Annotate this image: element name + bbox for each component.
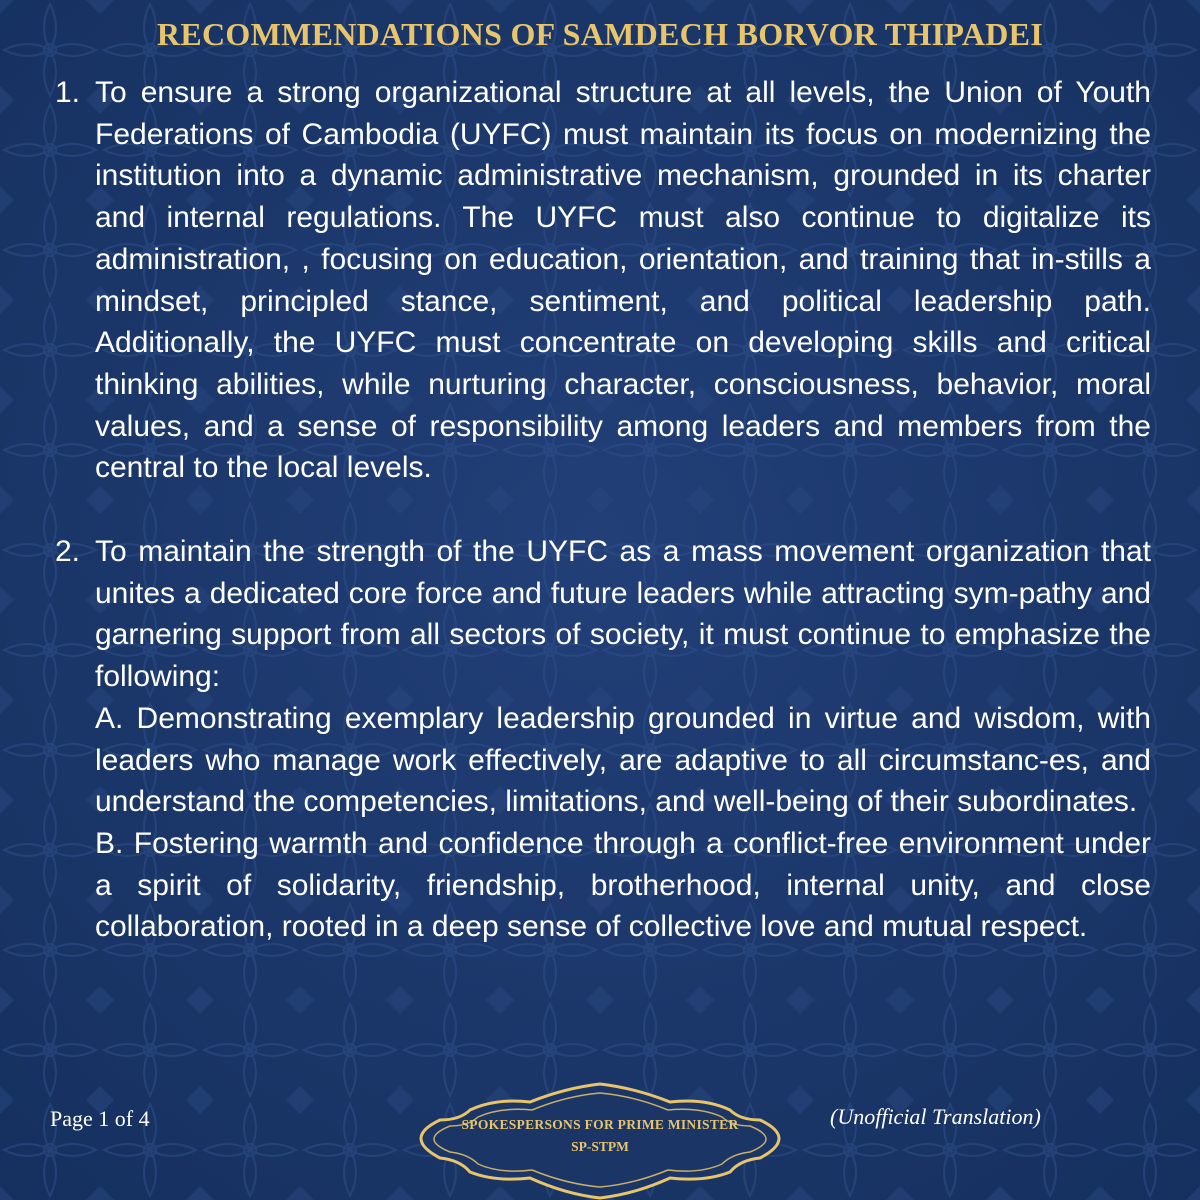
page-title: RECOMMENDATIONS OF SAMDECH BORVOR THIPADEI	[156, 16, 1044, 52]
recommendation-item-2	[55, 531, 1151, 948]
item-paragraph: To maintain the strength of the UYFC as a mass movement organization that unites a dedicated core force and future leaders while attracting sym-pathy and garnering support from all sectors of society, it must continue to emphasize the following:	[95, 535, 1151, 694]
page-number: Page 1 of 4	[50, 1106, 150, 1131]
item-number: 2.	[55, 535, 81, 568]
recommendation-item-1	[55, 72, 1151, 489]
emblem-abbreviation: SP-STPM	[571, 1139, 629, 1154]
sub-item-a: A. Demonstrating exemplary leadership grounded in virtue and wisdom, with leaders who manage work effectively, are adaptive to all circumstanc-es, and understand the competencies, limitations, and well-being of their subordinates.	[95, 701, 1151, 819]
translation-note: (Unofficial Translation)	[830, 1104, 1041, 1129]
item-paragraph: To ensure a strong organizational structure at all levels, the Union of Youth Federations of Cambodia (UYFC) must maintain its focus on modernizing the institution into a dynamic administrative mechanism, grounded in its charter and internal regulations. The UYFC must also continue to digitalize its administration, , focusing on education, orientation, and training that in-stills a mindset, principled stance, sentiment, and political leadership path. Additionally, the UYFC must concentrate on developing skills and critical thinking abilities, while nurturing character, consciousness, behavior, moral values, and a sense of responsibility among leaders and members from the central to the local levels.	[95, 76, 1151, 485]
item-number: 1.	[55, 76, 81, 109]
emblem-label: SPOKESPERSONS FOR PRIME MINISTER	[461, 1117, 739, 1132]
sub-item-b: B. Fostering warmth and confidence through a conflict-free environment under a spirit of solidarity, friendship, brotherhood, internal unity, and close collaboration, rooted in a deep sense of collective love and mutual respect.	[95, 826, 1151, 944]
